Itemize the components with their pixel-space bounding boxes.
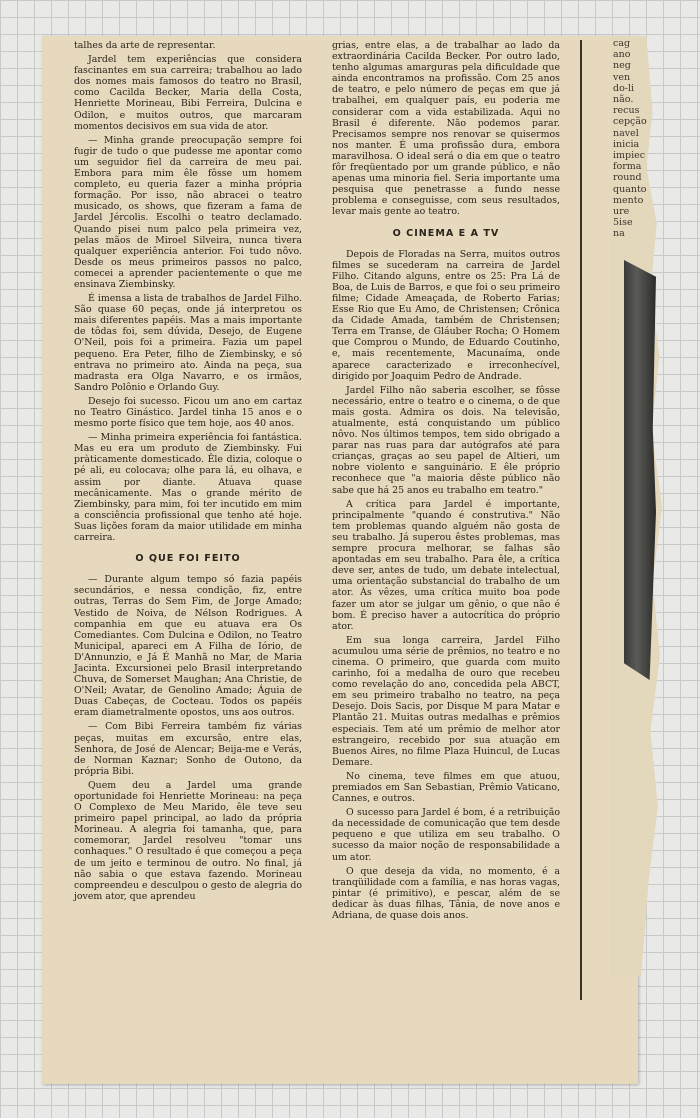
paragraph: grias, entre elas, a de trabalhar ao lado da extraordinária Cacilda Becker. Por outro lado, tenho algumas amarguras pela dificuldade que ainda encontramos na profissão. Com 25 anos de teatro, e pelo número de peças em que já trabalhei, em qualquer país, eu poderia me considerar com a vida estabilizada. Aqui no Brasil é diferente. Não podemos parar. Precisamos sempre nos renovar se quisermos nos manter. É uma profissão dura, embora maravilhosa. O ideal será o dia em que o teatro fôr freqüentado por um grande público, e não apenas uma minoria fiel. Seria importante uma pesquisa que penetrasse a fundo nesse problema e conseguisse, com seus resultados, levar mais gente ao teatro. [332, 40, 560, 218]
paragraph: talhes da arte de representar. [74, 40, 216, 51]
strip-fragment: ven [613, 71, 631, 83]
paragraph: — Minha grande preocupação sempre foi fugir de tudo o que pudesse me apontar como um seguidor fiel da carreira de meu pai. Embora para mim êle fôsse um homem completo, eu queria fazer a minha própria formação. Por isso, não abracei o teatro musicado, os shows, que fizeram a fama de Jardel Jércolis. Escolhi o teatro declamado. Quando pisei num palco pela primeira vez, pelas mãos de Miroel Silveira, nunca tivera qualquer experiência anterior. Foi tudo nôvo. Desde os meus primeiros passos no palco, comecei a aprender pacientemente o que me ensinava Ziembinsky. [74, 134, 302, 290]
strip-fragment: quanto [613, 183, 647, 195]
right-paragraphs-2 [332, 249, 560, 922]
strip-fragment: do-li [613, 82, 635, 94]
right-column [332, 40, 560, 924]
paragraph: Jardel Filho não saberia escolher, se fôsse necessário, entre o teatro e o cinema, o de que mais gosta. Admira os dois. Na televisão, atualmente, está conquistando um público nôvo. Nos últimos tempos, tem sido obrigado a parar nas ruas para dar autógrafos até para crianças, graças ao seu papel de Altieri, um nobre violento e sanguinário. E êle próprio reconhece que "a maioria dêste público não sabe que há 25 anos eu trabalho em teatro." [332, 384, 560, 496]
paragraph: Desejo foi sucesso. Ficou um ano em cartaz no Teatro Ginástico. Jardel tinha 15 anos e o mesmo porte físico que tem hoje, aos 40 anos. [74, 395, 302, 430]
strip-fragment: forma [613, 161, 642, 173]
strip-fragment: impiec [613, 150, 646, 162]
paragraph: Quem deu a Jardel uma grande oportunidade foi Henriette Morineau: na peça O Complexo de Meu Marido, êle teve seu primeiro papel principal, ao lado da própria Morineau. A alegria foi tamanha, que, para comemorar, Jardel resolveu "tomar uns conhaques." O resultado é que começou a peça de um jeito e terminou de outro. No final, já não sabia o que estava fazendo. Morineau compreendeu e desculpou o gesto de alegria do jovem ator, que aprendeu [74, 779, 302, 902]
paragraph: Depois de Floradas na Serra, muitos outros filmes se sucederam na carreira de Jardel Filho. Citando alguns, entre os 25: Pra Lá de Boa, de Luis de Barros, e que foi o seu primeiro filme; Cidade Ameaçada, de Roberto Farias; Esse Rio que Eu Amo, de Christensen; Crônica da Cidade Amada, também de Christensen; Terra em Transe, de Gláuber Rocha; O Homem que Comprou o Mundo, de Eduardo Coutinho, e, mais recentemente, Macunaíma, onde aparece caracterizado e irreconhecível, dirigido por Joaquim Pedro de Andrade. [332, 248, 560, 382]
strip-fragment: neg [613, 60, 631, 72]
paragraph: O que deseja da vida, no momento, é a tranqüilidade com a família, e nas horas vagas, pintar (é primitivo), e pescar, além de se dedicar às duas filhas, Tânia, de nove anos e Adriana, de quase dois anos. [332, 865, 560, 922]
paragraph: Em sua longa carreira, Jardel Filho acumulou uma série de prêmios, no teatro e no cinema. O primeiro, que guarda com muito carinho, foi a medalha de ouro que recebeu como revelação do ano, concedida pela ABCT, em seu primeiro trabalho no teatro, na peça Desejo. Dois Sacis, por Disque M para Matar e Plantão 21. Muitas outras medalhas e prêmios especiais. Tem até um prêmio de melhor ator estrangeiro, recebido por sua atuação em Buenos Aires, no filme Plaza Huincul, de Lucas Demare. [332, 634, 560, 768]
strip-fragment: 5ise [613, 217, 633, 229]
strip-fragment: não. [613, 94, 634, 106]
column-rule [580, 40, 582, 1000]
paragraph: No cinema, teve filmes em que atuou, premiados em San Sebastian, Prêmio Vaticano, Cannes, e outros. [332, 770, 560, 805]
section-heading: O QUE FOI FEITO [135, 553, 241, 565]
strip-fragment: inicia [613, 138, 640, 150]
strip-fragment: navel [613, 127, 639, 139]
left-column [74, 40, 302, 905]
strip-fragment: mento [613, 194, 644, 206]
paragraph: O sucesso para Jardel é bom, é a retribuição da necessidade de comunicação que tem desde pequeno e que utiliza em seu trabalho. O sucesso da maior noção de responsabilidade a um ator. [332, 807, 560, 863]
left-paragraphs-2 [74, 574, 302, 902]
paragraph: — Com Bibi Ferreira também fiz várias peças, muitas em excursão, entre elas, Senhora, de José de Alencar; Beija-me e Verás, de Norman Kaznar; Sonho de Outono, da própria Bibi. [74, 721, 302, 777]
paragraph: É imensa a lista de trabalhos de Jardel Filho. São quase 60 peças, onde já interpretou os mais diferentes papéis. Mas a mais importante de tôdas foi, sem dúvida, Desejo, de Eugene O'Neil, pois foi a primeira. Fazia um papel pequeno. Era Peter, filho de Ziembinsky, e só entrava no primeiro ato. Ainda na peça, sua madrasta era Olga Navarro, e os irmãos, Sandro Polônio e Orlando Guy. [74, 293, 302, 393]
strip-fragment: ano [613, 49, 631, 61]
paragraph: — Minha primeira experiência foi fantástica. Mas eu era um produto de Ziembinsky. Fui pràticamente domesticado. Êle dizia, coloque o pé ali, eu colocava; olhe para lá, eu olhava, e assim por diante. Atuava quase mecânicamente. Mas o grande mérito de Ziembinsky, para mim, foi ter incutido em mim a consciência profissional que tenho até hoje. Suas lições foram da maior utilidade em minha carreira. [74, 432, 302, 544]
adjacent-text-fragments [613, 38, 653, 240]
section-heading: O CINEMA E A TV [392, 227, 500, 239]
strip-fragment: cag [613, 38, 631, 49]
paragraph: Jardel tem experiências que considera fascinantes em sua carreira; trabalhou ao lado dos nomes mais famosos do teatro no Brasil, como Cacilda Becker, Maria della Costa, Henriette Morineau, Bibi Ferreira, Dulcina e Odilon, e muitos outros, que marcaram momentos decisivos em sua vida de ator. [74, 54, 302, 132]
strip-fragment: round [613, 172, 642, 184]
strip-fragment: na [613, 228, 625, 240]
left-paragraphs-1 [74, 40, 302, 543]
adjacent-photo-fragment [624, 260, 656, 680]
paragraph: A crítica para Jardel é importante, principalmente "quando é construtiva." Não tem problemas quando alguém não gosta de seu trabalho. Já superou êstes problemas, mas sempre procura melhorar, se falhas são apontadas em seu trabalho. Para êle, a crítica deve ser, antes de tudo, um debate intelectual, uma orientação substancial do trabalho de um ator. Às vêzes, uma crítica muito boa pode fazer um ator se julgar um gênio, o que não é bom. É preciso haver a autocrítica do próprio ator. [332, 498, 560, 632]
strip-fragment: recus [613, 105, 640, 117]
paragraph: — Durante algum tempo só fazia papéis secundários, e nessa condição, fiz, entre outras, Terras do Sem Fim, de Jorge Amado; Vestido de Noiva, de Nélson Rodrigues. A companhia em que eu atuava era Os Comediantes. Com Dulcina e Odilon, no Teatro Municipal, apareci em A Filha de Iório, de D'Annunzio, e Já É Manhã no Mar, de Maria Jacinta. Excursionei pelo Brasil interpretando Chuva, de Somerset Maughan; Ana Christie, de O'Neil; Avatar, de Genolino Amado; Águia de Duas Cabeças, de Cocteau. Todos os papéis eram diametralmente opostos, uns aos outros. [74, 574, 302, 719]
strip-fragment: ure [613, 206, 630, 218]
strip-fragment: cepção [613, 116, 647, 128]
right-paragraphs-1 [332, 40, 560, 218]
